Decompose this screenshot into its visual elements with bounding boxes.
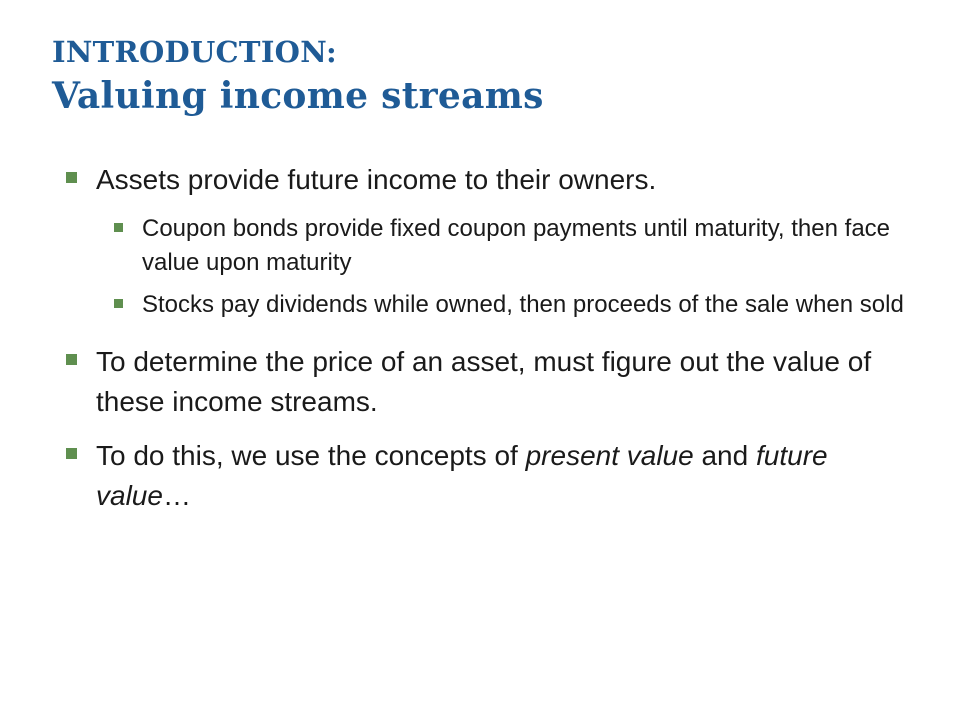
bullet-text	[96, 440, 828, 511]
sub-bullet-text: Stocks pay dividends while owned, then proceeds of the sale when sold	[142, 291, 904, 318]
bullet-list	[60, 160, 920, 516]
sub-bullet-text: Coupon bonds provide fixed coupon payments until maturity, then face value upon maturity	[142, 215, 891, 276]
text-run: and	[693, 440, 756, 471]
bullet-item	[60, 436, 920, 516]
title-section-label: INTRODUCTION:	[52, 35, 338, 69]
square-bullet-icon	[114, 299, 123, 308]
bullet-item	[60, 160, 920, 200]
bullet-item	[60, 342, 920, 422]
sub-bullet-item	[60, 212, 920, 280]
slide-title	[52, 32, 932, 120]
text-run: …	[162, 480, 191, 511]
sub-bullet-item	[60, 288, 920, 322]
square-bullet-icon	[66, 448, 77, 459]
bullet-text: To determine the price of an asset, must figure out the value of these income streams.	[96, 346, 872, 417]
square-bullet-icon	[114, 223, 123, 232]
title-heading: Valuing income streams	[52, 75, 544, 117]
bullet-text: Assets provide future income to their owners.	[96, 164, 657, 195]
emphasis-future-value: future value	[96, 440, 828, 511]
emphasis-present-value: present value	[525, 440, 694, 471]
square-bullet-icon	[66, 354, 77, 365]
square-bullet-icon	[66, 172, 77, 183]
text-run: To do this, we use the concepts of	[96, 440, 526, 471]
